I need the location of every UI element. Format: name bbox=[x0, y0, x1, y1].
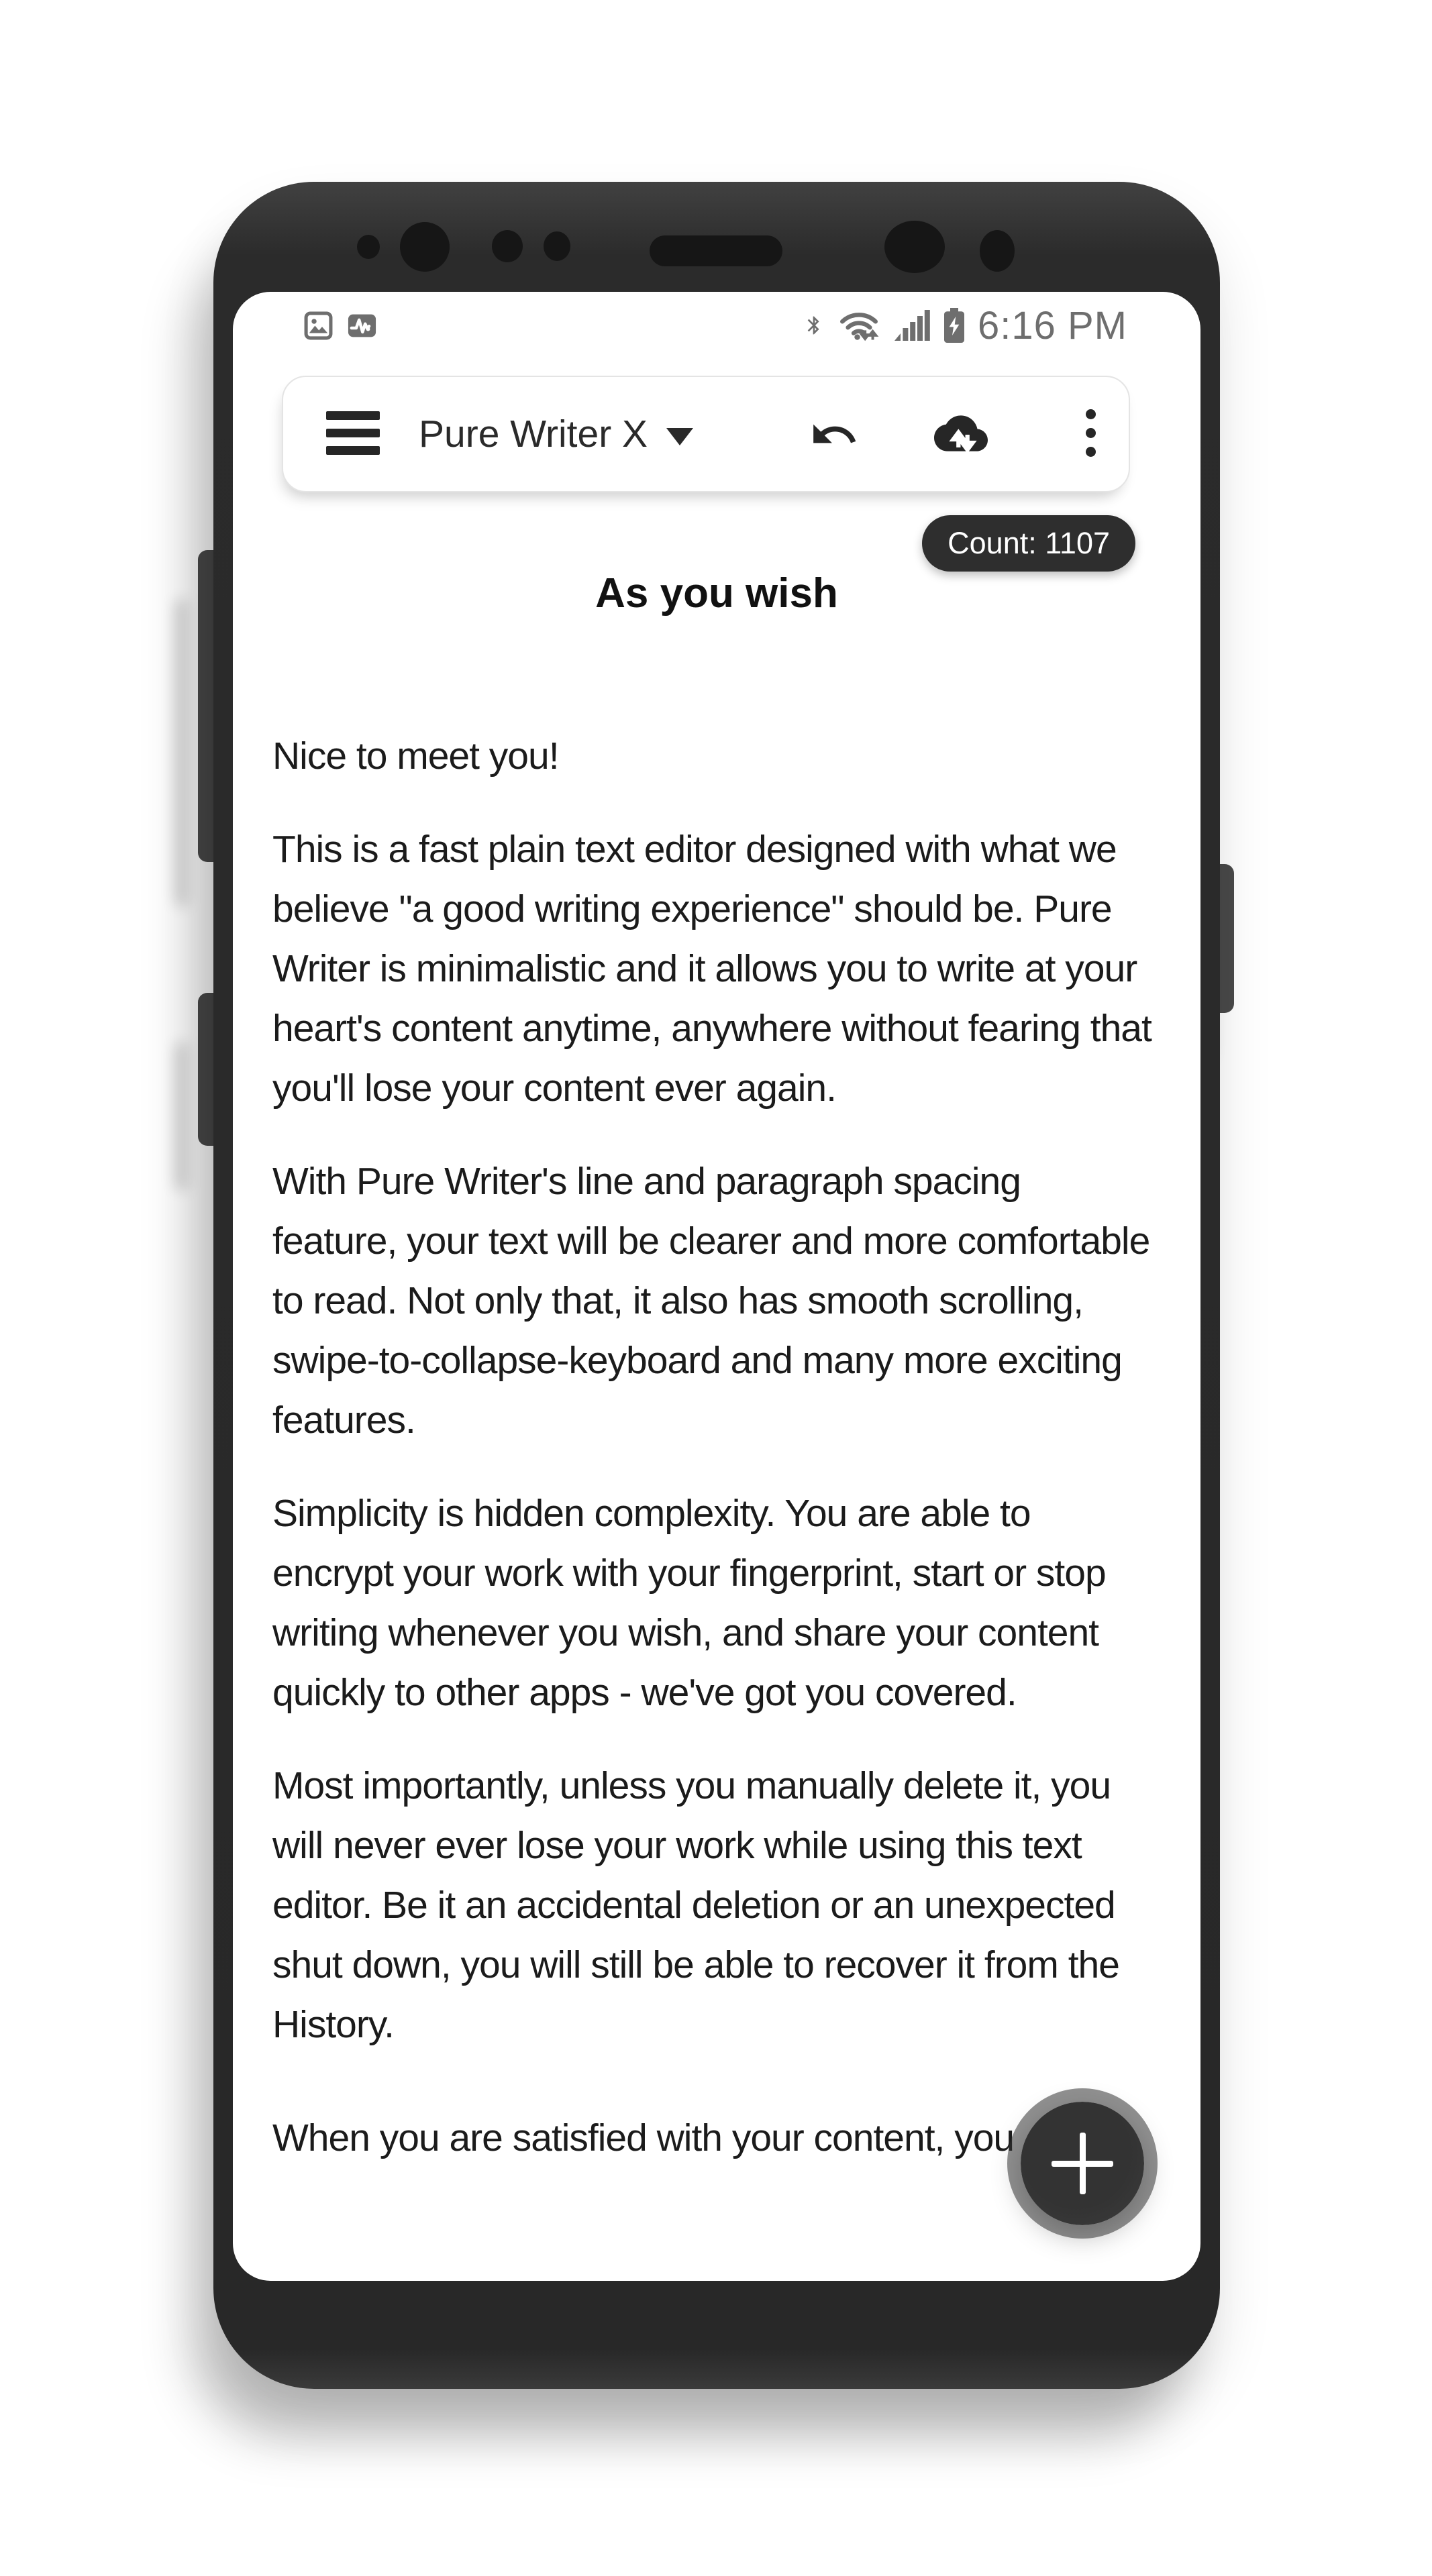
wifi-updown-icon bbox=[837, 308, 881, 343]
word-count-badge: Count: 1107 bbox=[922, 515, 1135, 572]
paragraph: Nice to meet you! bbox=[272, 735, 559, 777]
document-title: As you wish bbox=[595, 570, 838, 616]
dropdown-caret-icon bbox=[666, 428, 693, 445]
phone-screen bbox=[233, 292, 1200, 2281]
paragraph: When you are satisfied with your content, you bbox=[272, 2116, 1015, 2159]
sensor-dot bbox=[492, 230, 523, 262]
paragraph: With Pure Writer's line and paragraph spacing feature, your text will be clearer and more comfortable to read. Not only that, it also has smooth scrolling, swipe-to-collapse-keyboard and many more exciting features. bbox=[272, 1160, 1150, 1442]
status-bar bbox=[233, 301, 1200, 350]
overflow-menu-icon[interactable] bbox=[1086, 409, 1096, 457]
clock: 6:16 PM bbox=[978, 303, 1127, 347]
add-note-fab[interactable] bbox=[1021, 2102, 1144, 2225]
editor-text-area[interactable] bbox=[272, 727, 1153, 2202]
bluetooth-icon bbox=[803, 309, 825, 342]
document-title-dropdown[interactable] bbox=[419, 377, 693, 491]
system-status-icons bbox=[803, 303, 1127, 348]
proximity-sensor bbox=[357, 235, 380, 259]
cloud-sync-icon[interactable] bbox=[933, 407, 989, 460]
cell-signal-icon bbox=[893, 309, 931, 342]
front-camera bbox=[400, 222, 450, 272]
paragraph: Simplicity is hidden complexity. You are able to encrypt your work with your fingerprint, start or stop writing whenever you wish, and share your content quickly to other apps - we've got you covered. bbox=[272, 1492, 1106, 1714]
activity-notification-icon bbox=[346, 310, 378, 341]
led-indicator bbox=[980, 230, 1015, 272]
phone-frame bbox=[213, 182, 1220, 2389]
toolbar bbox=[282, 376, 1130, 492]
earpiece-speaker bbox=[650, 235, 782, 266]
iris-camera bbox=[884, 221, 945, 273]
paragraph: This is a fast plain text editor designed with what we believe "a good writing experience" should be. Pure Writer is minimalistic and it allows you to write at your heart's content anytime, anywhere without fearing that you'll lose your content ever again. bbox=[272, 828, 1152, 1110]
paragraph: Most importantly, unless you manually delete it, you will never ever lose your work while using this text editor. Be it an accidental deletion or an unexpected shut down, you will still be able to recover it from the History. bbox=[272, 1764, 1119, 2046]
undo-icon[interactable] bbox=[809, 410, 859, 460]
sensor-dot bbox=[544, 231, 570, 261]
image-notification-icon bbox=[303, 310, 334, 341]
hamburger-menu-icon[interactable] bbox=[326, 411, 380, 455]
battery-charging-icon bbox=[943, 308, 966, 343]
toolbar-title: Pure Writer X bbox=[419, 413, 648, 455]
notification-icons bbox=[303, 310, 378, 341]
